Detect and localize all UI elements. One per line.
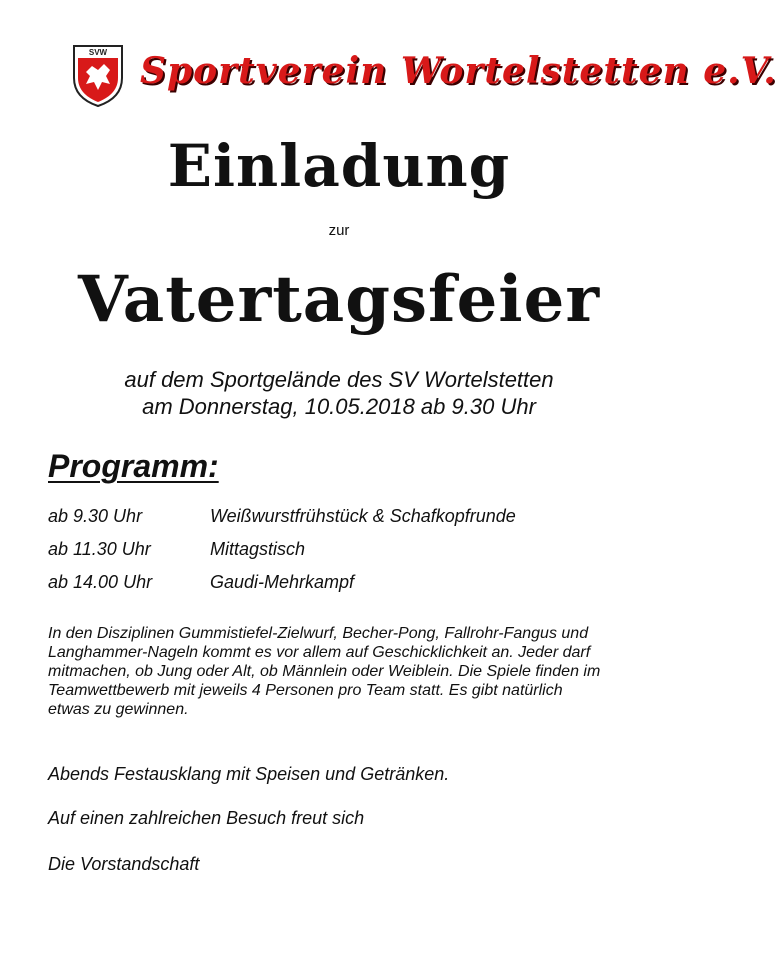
- event-location: [0, 366, 678, 420]
- program-time: ab 11.30 Uhr: [48, 539, 151, 559]
- date-line: am Donnerstag, 10.05.2018 ab 9.30 Uhr: [142, 394, 536, 419]
- club-logo: [72, 44, 124, 108]
- closing-festivities: Abends Festausklang mit Speisen und Getränken.: [48, 764, 450, 784]
- program-activity: Weißwurstfrühstück & Schafkopfrunde: [210, 506, 516, 526]
- title-invitation: Einladung: [167, 132, 511, 200]
- location-line: auf dem Sportgelände des SV Wortelstetten: [124, 367, 554, 392]
- program-heading: Programm:: [48, 448, 219, 484]
- signature: Die Vorstandschaft: [48, 854, 200, 874]
- program-item: [48, 506, 608, 539]
- header: [72, 44, 777, 114]
- club-logo-text: SVW: [88, 48, 108, 57]
- program-item: [48, 572, 608, 605]
- title-event: Vatertagsfeier: [77, 262, 601, 337]
- event-description: In den Disziplinen Gummistiefel-Zielwurf, Becher-Pong, Fallrohr-Fangus und Langhammer-Nageln kommt es vor allem auf Geschicklichkeit an. Jeder darf mitmachen, ob Jung oder Alt, ob Männlein oder Weiblein. Die Spiele finden im Teamwettbewerb mit jeweils 4 Personen pro Team statt. Es gibt natürlich etwas zu gewinnen.: [48, 625, 601, 718]
- program-activity: Mittagstisch: [210, 539, 306, 559]
- club-name: Sportverein Wortelstetten e.V.: [140, 50, 777, 92]
- program-activity: Gaudi-Mehrkampf: [210, 572, 355, 592]
- program-list: [48, 506, 608, 605]
- closing-greeting: Auf einen zahlreichen Besuch freut sich: [48, 808, 365, 828]
- title-connector: zur: [328, 222, 350, 239]
- program-item: [48, 539, 608, 572]
- program-time: ab 14.00 Uhr: [48, 572, 153, 592]
- program-time: ab 9.30 Uhr: [48, 506, 143, 526]
